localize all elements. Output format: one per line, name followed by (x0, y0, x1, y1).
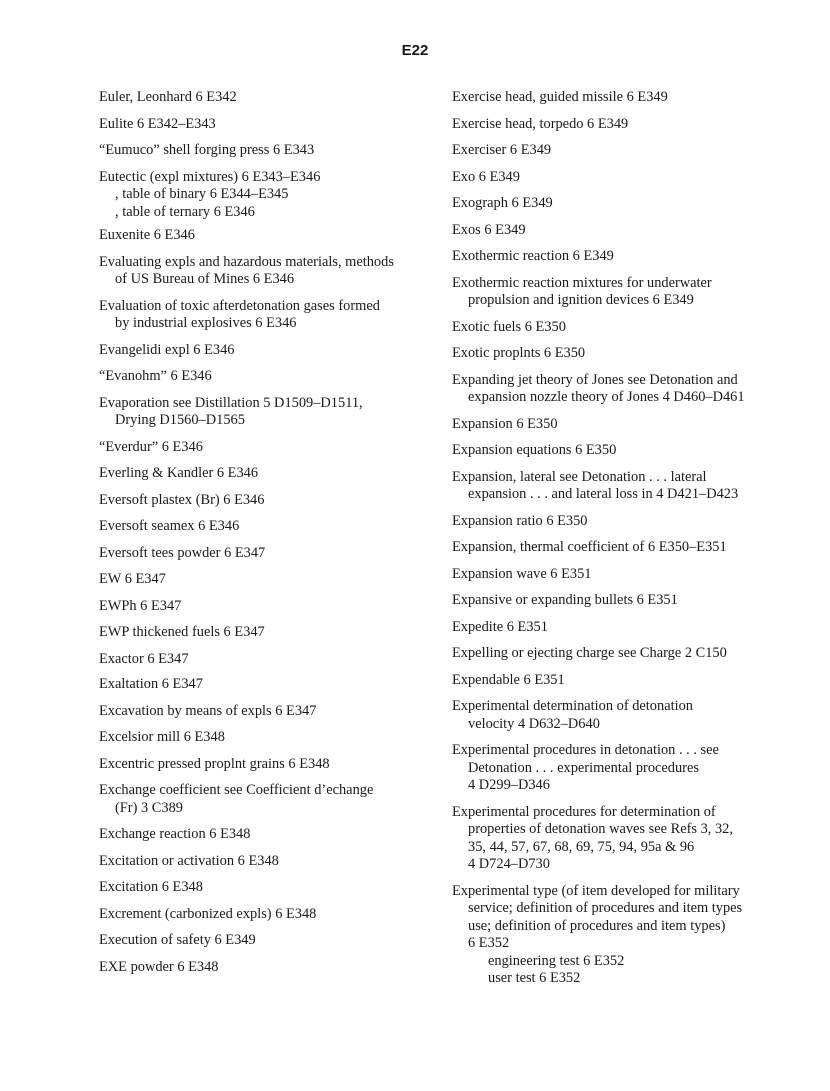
index-entry-heading: Exos 6 E349 (452, 221, 526, 238)
index-entry (99, 703, 434, 721)
index-entry-heading: Exothermic reaction mixtures for underwater (452, 274, 712, 291)
index-entry (99, 782, 434, 817)
index-entry-heading: Exercise head, torpedo 6 E349 (452, 115, 629, 132)
index-entry-heading: Expansion 6 E350 (452, 415, 558, 432)
index-entry (99, 959, 434, 977)
index-entry-heading: Expanding jet theory of Jones see Detonation and (452, 371, 738, 388)
index-entry (452, 742, 797, 795)
index-entry (452, 319, 797, 337)
index-entry-continuation: , table of binary 6 E344–E345 (115, 186, 289, 202)
index-entry (99, 518, 434, 536)
index-entry-continuation: service; definition of procedures and item types (468, 900, 743, 916)
index-entry (452, 442, 797, 460)
index-entry (99, 142, 434, 160)
index-entry-heading: Experimental procedures for determination of (452, 803, 716, 820)
index-entry-heading: Expansion equations 6 E350 (452, 442, 617, 458)
index-entry-heading: Experimental determination of detonation (452, 698, 693, 714)
index-entry-heading: Evaluation of toxic afterdetonation gases formed (99, 297, 380, 314)
index-entry-heading: Expelling or ejecting charge see Charge 2 C150 (452, 645, 727, 661)
index-entry-heading: Exograph 6 E349 (452, 195, 553, 211)
index-entry-heading: Euxenite 6 E346 (99, 227, 195, 243)
index-entry-heading: Exotic fuels 6 E350 (452, 318, 566, 335)
index-entry (99, 676, 434, 694)
index-entry-heading: Experimental type (of item developed for military (452, 882, 740, 899)
index-entry (99, 756, 434, 774)
index-entry-heading: Eversoft plastex (Br) 6 E346 (99, 491, 265, 508)
index-entry-heading: EW 6 E347 (99, 571, 166, 587)
index-entry (99, 571, 434, 589)
index-entry (452, 345, 797, 363)
index-entry (99, 598, 434, 616)
index-entry (99, 545, 434, 563)
index-entry (99, 465, 434, 483)
index-entry (99, 624, 434, 642)
index-entry-continuation: user test 6 E352 (488, 970, 581, 986)
index-entry (452, 248, 797, 266)
index-entry-heading: EXE powder 6 E348 (99, 958, 219, 975)
index-entry-heading: Eversoft tees powder 6 E347 (99, 544, 266, 561)
index-entry (99, 254, 434, 289)
index-entry-continuation: velocity 4 D632–D640 (468, 715, 600, 732)
index-entry (452, 672, 797, 690)
index-entry-heading: Expansion wave 6 E351 (452, 565, 592, 582)
index-entry (99, 853, 434, 871)
index-entry (452, 883, 797, 988)
index-entry (99, 729, 434, 747)
index-entry (99, 492, 434, 510)
index-entry (452, 222, 797, 240)
index-entry-continuation: propulsion and ignition devices 6 E349 (468, 292, 694, 308)
index-entry-heading: Experimental procedures in detonation . . . see (452, 742, 719, 758)
index-entry-heading: Everling & Kandler 6 E346 (99, 465, 259, 481)
index-entry-continuation: 4 D724–D730 (468, 856, 550, 872)
index-entry (452, 372, 797, 407)
index-entry-heading: “Eumuco” shell forging press 6 E343 (99, 142, 315, 158)
index-entry (99, 439, 434, 457)
index-entry (99, 395, 434, 430)
index-entry-heading: Eutectic (expl mixtures) 6 E343–E346 (99, 168, 321, 185)
index-entry (99, 368, 434, 386)
index-entry (99, 932, 434, 950)
index-entry-continuation: engineering test 6 E352 (488, 952, 625, 969)
index-entry (452, 142, 797, 160)
index-entry-continuation: , table of ternary 6 E346 (115, 203, 255, 220)
index-entry-heading: Execution of safety 6 E349 (99, 932, 256, 948)
index-entry (99, 906, 434, 924)
page-header: E22 (401, 42, 429, 59)
index-entry (99, 89, 434, 107)
index-entry (99, 169, 434, 222)
index-entry-heading: Eulite 6 E342–E343 (99, 115, 216, 132)
index-entry-continuation: expansion nozzle theory of Jones 4 D460–D461 (468, 389, 745, 405)
index-entry-heading: EWP thickened fuels 6 E347 (99, 624, 265, 640)
index-entry-heading: Exothermic reaction 6 E349 (452, 248, 614, 264)
index-entry-heading: Excitation 6 E348 (99, 879, 203, 895)
index-entry-heading: Exerciser 6 E349 (452, 142, 552, 158)
index-entry-heading: Euler, Leonhard 6 E342 (99, 89, 237, 105)
index-entry (452, 275, 797, 310)
index-entry (452, 566, 797, 584)
index-entry (99, 298, 434, 333)
index-entry-heading: Expansion, thermal coefficient of 6 E350–E351 (452, 539, 727, 555)
index-entry (452, 416, 797, 434)
index-entry-continuation: 4 D299–D346 (468, 777, 550, 793)
index-entry (452, 89, 797, 107)
index-entry-heading: Exotic proplnts 6 E350 (452, 345, 586, 361)
index-entry-heading: Evaporation see Distillation 5 D1509–D1511, (99, 394, 363, 411)
index-entry-heading: “Evanohm” 6 E346 (99, 368, 212, 384)
index-entry (99, 879, 434, 897)
index-entry-continuation: Drying D1560–D1565 (115, 412, 245, 428)
right-index-column (452, 89, 797, 988)
index-entry (452, 513, 797, 531)
index-entry-heading: Exchange coefficient see Coefficient d’echange (99, 782, 374, 798)
index-entry-continuation: properties of detonation waves see Refs 3, 32, (468, 821, 733, 837)
left-index-column (99, 89, 434, 976)
index-entry (452, 469, 797, 504)
index-entry-heading: Exchange reaction 6 E348 (99, 826, 251, 842)
index-entry-heading: Evangelidi expl 6 E346 (99, 341, 235, 358)
index-entry-heading: Eversoft seamex 6 E346 (99, 518, 240, 534)
index-entry-heading: Exercise head, guided missile 6 E349 (452, 89, 668, 105)
index-entry (452, 169, 797, 187)
index-entry-heading: Excrement (carbonized expls) 6 E348 (99, 905, 317, 922)
index-entry-heading: Excentric pressed proplnt grains 6 E348 (99, 755, 330, 772)
index-entry-continuation: expansion . . . and lateral loss in 4 D421–D423 (468, 486, 739, 502)
index-entry-heading: Evaluating expls and hazardous materials, methods (99, 253, 394, 270)
index-entry-continuation: by industrial explosives 6 E346 (115, 315, 297, 331)
index-entry-heading: Expansive or expanding bullets 6 E351 (452, 592, 678, 608)
index-entry-heading: Expedite 6 E351 (452, 618, 548, 635)
index-entry-continuation: 35, 44, 57, 67, 68, 69, 75, 94, 95a & 96 (468, 838, 695, 855)
index-entry-continuation: Detonation . . . experimental procedures (468, 759, 699, 776)
index-entry (99, 342, 434, 360)
index-entry (99, 227, 434, 245)
index-entry (452, 619, 797, 637)
index-entry (99, 651, 434, 669)
index-entry (452, 592, 797, 610)
index-entry (452, 645, 797, 663)
index-entry (452, 539, 797, 557)
index-entry-heading: Excelsior mill 6 E348 (99, 729, 225, 745)
index-entry (452, 116, 797, 134)
index-entry-heading: Expendable 6 E351 (452, 671, 565, 688)
index-entry-heading: Excavation by means of expls 6 E347 (99, 702, 317, 719)
index-entry-heading: Expansion, lateral see Detonation . . . lateral (452, 468, 707, 485)
index-entry-heading: EWPh 6 E347 (99, 597, 182, 614)
index-entry-heading: “Everdur” 6 E346 (99, 438, 203, 455)
index-entry-continuation: of US Bureau of Mines 6 E346 (115, 271, 295, 287)
index-entry (452, 698, 797, 733)
index-entry (99, 826, 434, 844)
index-entry-heading: Excitation or activation 6 E348 (99, 852, 279, 869)
index-entry-heading: Expansion ratio 6 E350 (452, 512, 588, 529)
index-entry-continuation: 6 E352 (468, 935, 510, 951)
index-entry (452, 195, 797, 213)
index-entry-continuation: (Fr) 3 C389 (115, 799, 183, 816)
index-entry-continuation: use; definition of procedures and item types) (468, 917, 726, 934)
index-entry-heading: Exaltation 6 E347 (99, 676, 203, 692)
index-entry-heading: Exactor 6 E347 (99, 650, 189, 667)
index-entry-heading: Exo 6 E349 (452, 168, 520, 185)
index-entry (99, 116, 434, 134)
index-entry (452, 804, 797, 874)
